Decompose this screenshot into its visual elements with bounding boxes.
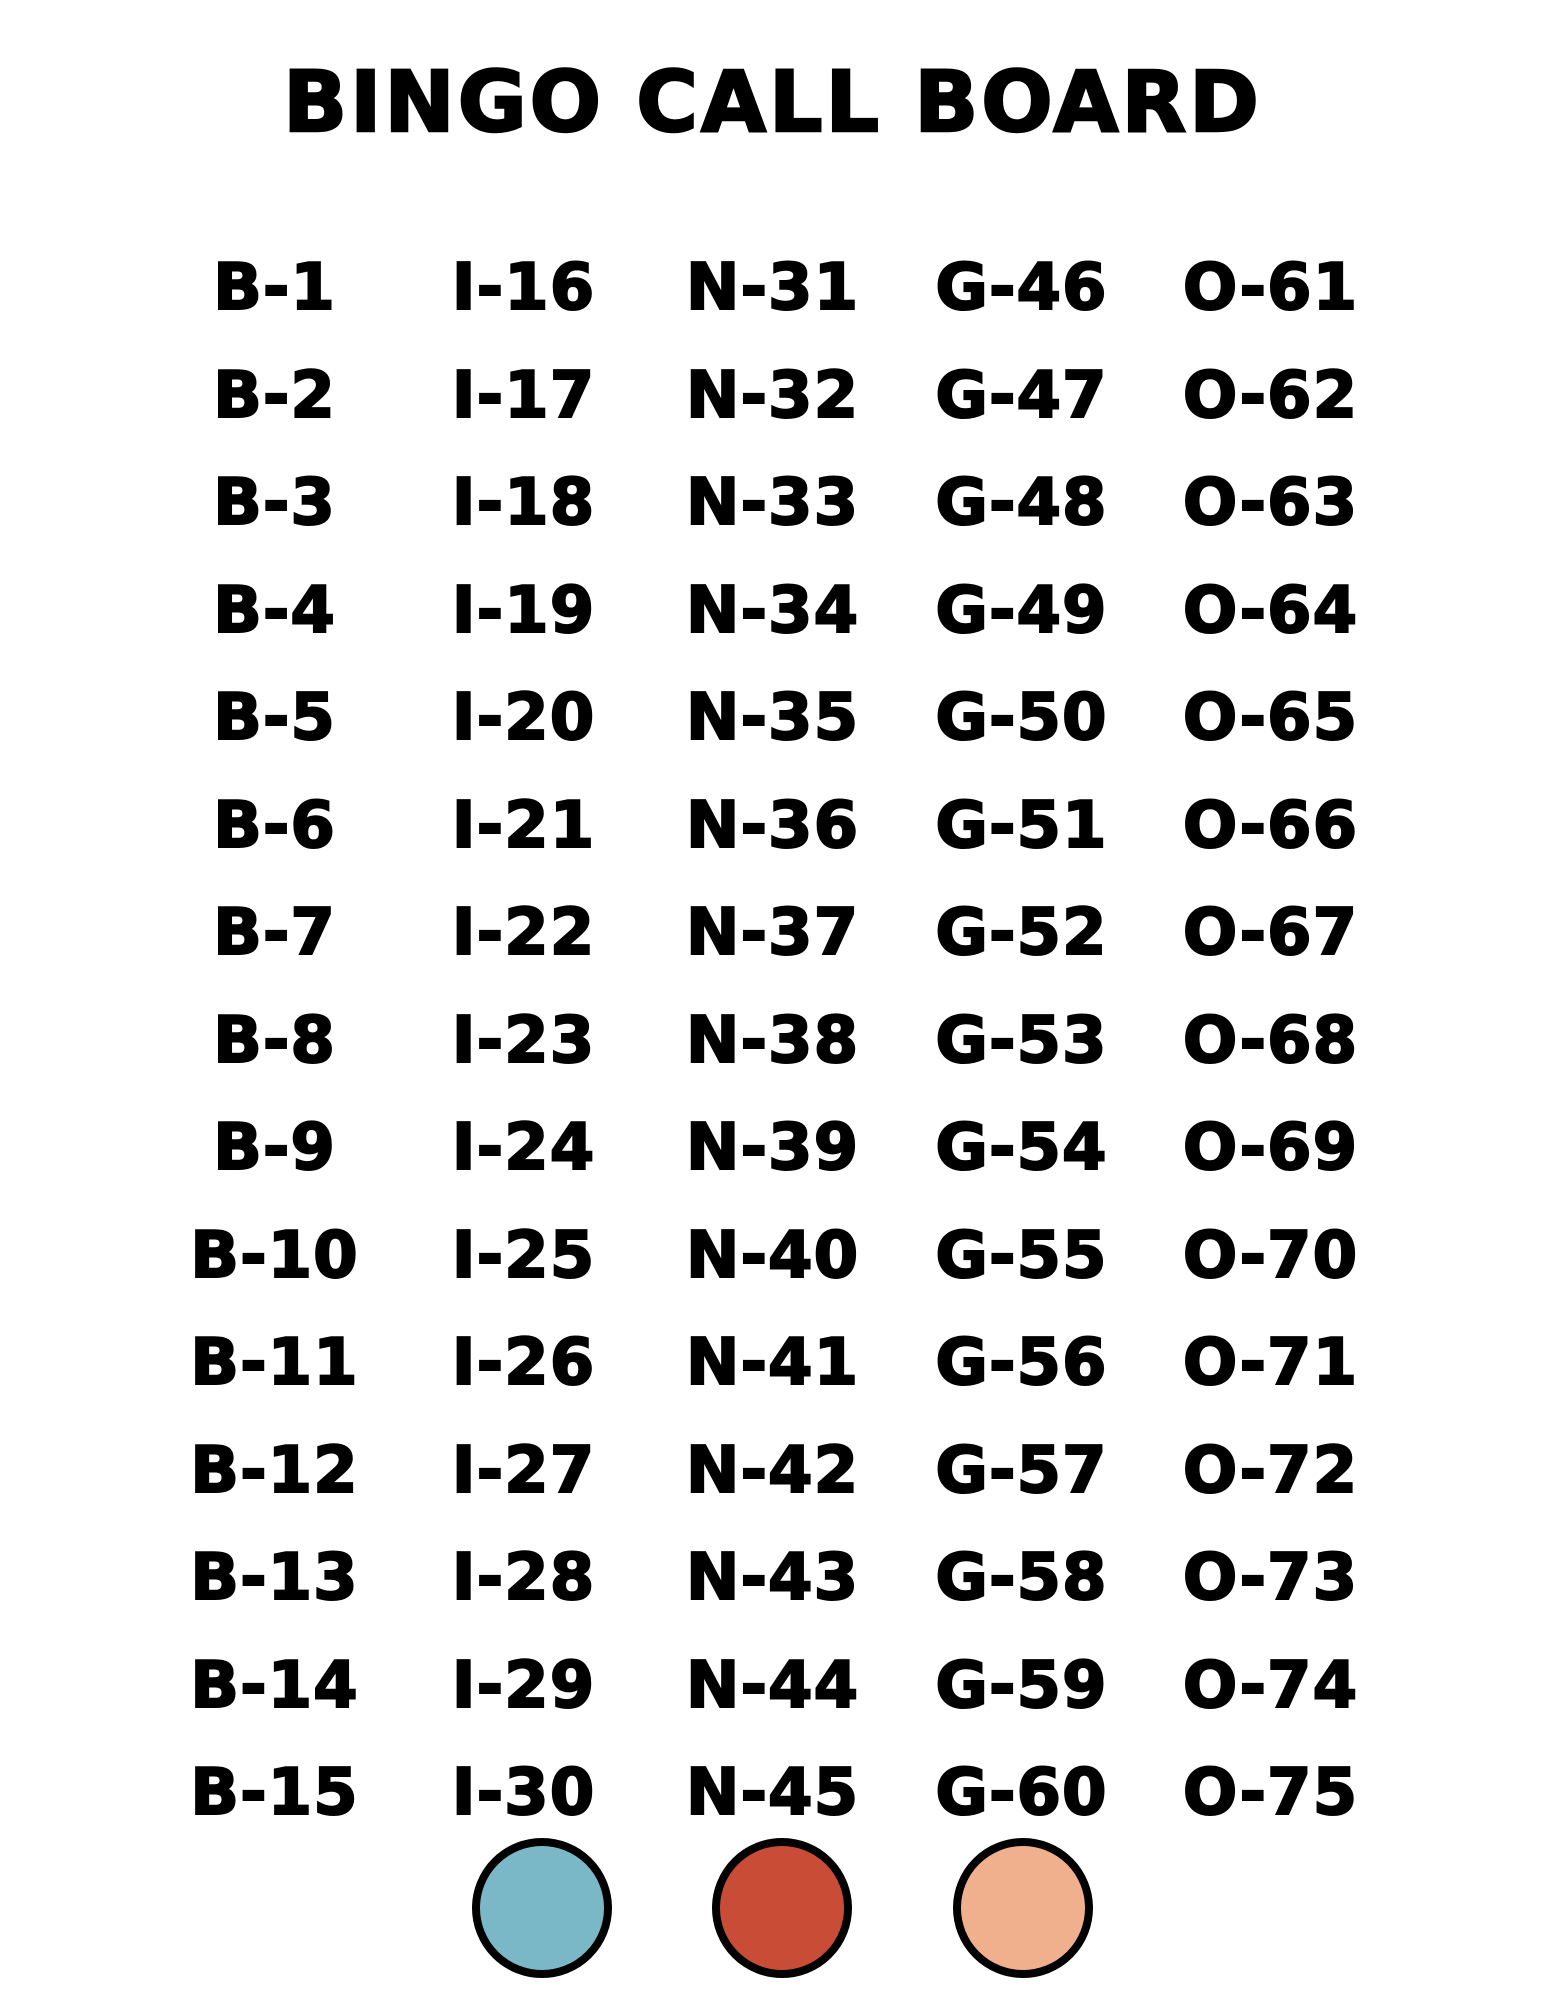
bingo-number: G-56 xyxy=(935,1326,1108,1400)
bingo-number: I-21 xyxy=(451,788,596,863)
bingo-number: B-5 xyxy=(213,681,336,755)
bingo-number: G-54 xyxy=(935,1111,1108,1185)
bingo-number: I-28 xyxy=(451,1541,596,1615)
column-o xyxy=(1146,235,1395,1848)
bingo-number: O-65 xyxy=(1182,681,1359,755)
bingo-number: B-3 xyxy=(213,466,336,540)
bingo-number: O-66 xyxy=(1182,788,1359,863)
bingo-number: G-46 xyxy=(935,251,1108,325)
column-g xyxy=(897,235,1146,1848)
bingo-number: G-50 xyxy=(935,681,1108,755)
bingo-number: B-15 xyxy=(190,1756,359,1830)
marker-circle-peach xyxy=(953,1838,1093,1978)
bingo-number: I-24 xyxy=(451,1111,596,1185)
bingo-number: O-73 xyxy=(1182,1541,1359,1615)
bingo-number: I-26 xyxy=(451,1326,596,1400)
bingo-number: N-32 xyxy=(685,358,860,433)
bingo-number: O-70 xyxy=(1182,1218,1359,1293)
bingo-number: G-47 xyxy=(935,358,1108,433)
bingo-number: B-9 xyxy=(213,1111,336,1185)
bingo-number: G-55 xyxy=(935,1218,1108,1293)
bingo-number: I-19 xyxy=(451,573,596,648)
page-title: BINGO CALL BOARD xyxy=(283,53,1262,151)
bingo-number: G-60 xyxy=(935,1756,1108,1830)
bingo-number: I-30 xyxy=(451,1756,596,1830)
bingo-number: O-71 xyxy=(1182,1326,1359,1400)
bingo-number: O-61 xyxy=(1182,251,1359,325)
marker-circle-red xyxy=(712,1838,852,1978)
bingo-number: O-64 xyxy=(1182,573,1359,648)
bingo-number: B-7 xyxy=(213,896,336,970)
bingo-number: O-75 xyxy=(1182,1756,1359,1830)
bingo-number: O-68 xyxy=(1182,1003,1359,1078)
bingo-number: O-67 xyxy=(1182,896,1359,970)
bingo-number: I-22 xyxy=(451,896,596,970)
bingo-number: O-69 xyxy=(1182,1111,1359,1185)
bingo-number: G-53 xyxy=(935,1003,1108,1078)
bingo-number: O-63 xyxy=(1182,466,1359,540)
bingo-number: B-10 xyxy=(190,1218,359,1293)
bingo-number: G-52 xyxy=(935,896,1108,970)
bingo-number: G-58 xyxy=(935,1541,1108,1615)
bingo-number: N-38 xyxy=(685,1003,860,1078)
column-i xyxy=(399,235,648,1848)
bingo-number: I-25 xyxy=(451,1218,596,1293)
bingo-number: N-37 xyxy=(685,896,860,970)
bingo-number: B-1 xyxy=(213,251,336,325)
bingo-number: N-40 xyxy=(685,1218,860,1293)
bingo-number: N-44 xyxy=(685,1648,860,1723)
bingo-number: N-34 xyxy=(685,573,860,648)
color-markers xyxy=(0,1838,1545,1978)
bingo-board xyxy=(150,235,1395,1848)
bingo-number: I-20 xyxy=(451,681,596,755)
bingo-number: O-62 xyxy=(1182,358,1359,433)
bingo-number: B-6 xyxy=(213,788,336,863)
bingo-number: B-4 xyxy=(213,573,336,648)
bingo-number: N-41 xyxy=(685,1326,860,1400)
marker-circle-blue xyxy=(472,1838,612,1978)
bingo-number: G-49 xyxy=(935,573,1108,648)
bingo-number: G-57 xyxy=(935,1433,1108,1508)
bingo-number: I-18 xyxy=(451,466,596,540)
bingo-number: N-36 xyxy=(685,788,860,863)
bingo-number: B-14 xyxy=(190,1648,359,1723)
bingo-number: B-8 xyxy=(213,1003,336,1078)
bingo-number: N-39 xyxy=(685,1111,860,1185)
bingo-number: N-45 xyxy=(685,1756,860,1830)
bingo-number: I-23 xyxy=(451,1003,596,1078)
bingo-number: B-11 xyxy=(190,1326,359,1400)
bingo-number: I-29 xyxy=(451,1648,596,1723)
bingo-number: B-2 xyxy=(213,358,336,433)
bingo-number: O-72 xyxy=(1182,1433,1359,1508)
bingo-number: I-17 xyxy=(451,358,596,433)
bingo-number: N-35 xyxy=(685,681,860,755)
bingo-number: N-33 xyxy=(685,466,860,540)
bingo-number: B-12 xyxy=(190,1433,359,1508)
bingo-number: G-51 xyxy=(935,788,1108,863)
bingo-number: O-74 xyxy=(1182,1648,1359,1723)
bingo-number: I-27 xyxy=(451,1433,596,1508)
bingo-number: N-42 xyxy=(685,1433,860,1508)
column-n xyxy=(648,235,897,1848)
bingo-number: G-48 xyxy=(935,466,1108,540)
bingo-number: N-43 xyxy=(685,1541,860,1615)
bingo-number: G-59 xyxy=(935,1648,1108,1723)
column-b xyxy=(150,235,399,1848)
bingo-number: B-13 xyxy=(190,1541,359,1615)
bingo-number: N-31 xyxy=(685,251,860,325)
bingo-number: I-16 xyxy=(451,251,596,325)
